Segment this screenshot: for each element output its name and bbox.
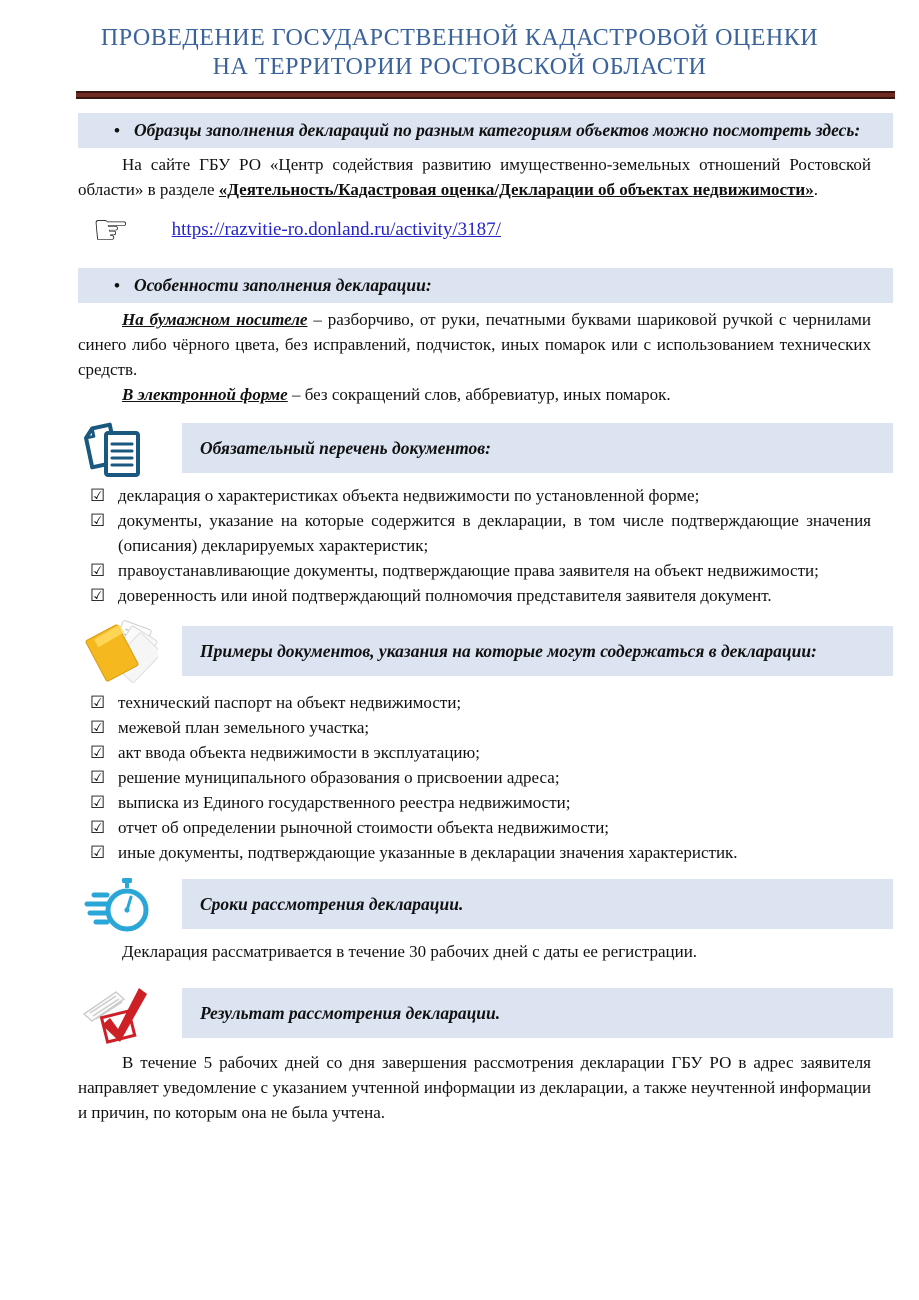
- section-samples: [78, 113, 893, 252]
- samples-heading-banner: [78, 113, 893, 148]
- checklist-item: [90, 815, 871, 840]
- checklist-item-text: правоустанавливающие документы, подтверждающие права заявителя на объект недвижимости;: [118, 561, 819, 580]
- checkbox-checked-icon: ☑: [90, 843, 106, 863]
- review-result-heading: Результат рассмотрения декларации.: [200, 1002, 501, 1023]
- checklist-item-text: акт ввода объекта недвижимости в эксплуатацию;: [118, 743, 480, 762]
- review-result-text: В течение 5 рабочих дней со дня завершения рассмотрения декларации ГБУ РО в адрес заявителя направляет уведомление с указанием учтенной информации из декларации, а также неучтенной информации и причин, по которым она не была учтена.: [78, 1053, 871, 1122]
- section-doc-examples: [78, 616, 893, 865]
- samples-text-prefix: На сайте ГБУ РО «Центр содействия развитию имущественно-земельных отношений Ростовской области» в разделе: [78, 155, 871, 199]
- checklist-item-text: документы, указание на которые содержится в декларации, в том числе подтверждающие значения (описания) декларируемых характеристик;: [118, 511, 871, 555]
- samples-paragraph: [78, 152, 871, 202]
- checklist-item-text: межевой план земельного участка;: [118, 718, 370, 737]
- paper-form-lead: На бумажном носителе: [122, 310, 308, 329]
- checklist-item-text: иные документы, подтверждающие указанные в декларации значения характеристик.: [118, 843, 738, 862]
- checkbox-checked-icon: ☑: [90, 486, 106, 506]
- checkbox-checked-icon: ☑: [90, 743, 106, 763]
- features-heading: Особенности заполнения декларации:: [133, 275, 432, 295]
- review-terms-header: [78, 873, 893, 935]
- site-section-path: «Деятельность/Кадастровая оценка/Декларации об объектах недвижимости»: [218, 180, 814, 199]
- mandatory-docs-header: [78, 417, 893, 479]
- checklist-item: [90, 840, 871, 865]
- checklist-item: [90, 508, 871, 558]
- review-result-header: [78, 980, 893, 1046]
- checkbox-checked-icon: ☑: [90, 793, 106, 813]
- checkbox-checked-icon: ☑: [90, 818, 106, 838]
- review-result-banner: [182, 988, 893, 1038]
- checkbox-checked-icon: ☑: [90, 718, 106, 738]
- doc-examples-header: [78, 616, 893, 686]
- checkbox-checked-icon: ☑: [90, 511, 106, 531]
- section-review-result: [78, 980, 893, 1125]
- checklist-item-text: доверенность или иной подтверждающий полномочия представителя заявителя документ.: [118, 586, 772, 605]
- checklist-item: [90, 790, 871, 815]
- mandatory-docs-heading: Обязательный перечень документов:: [200, 437, 491, 458]
- documents-icon: [78, 417, 182, 479]
- checklist-item: [90, 765, 871, 790]
- folder-icon: [78, 616, 182, 686]
- section-features: [78, 268, 893, 407]
- section-mandatory-docs: [78, 417, 893, 608]
- checklist-item: [90, 558, 871, 583]
- doc-examples-banner: [182, 626, 893, 676]
- checklist-item: [90, 715, 871, 740]
- doc-examples-heading: Примеры документов, указания на которые могут содержаться в декларации:: [200, 640, 817, 661]
- link-row: [92, 205, 893, 254]
- electronic-form-paragraph: [78, 382, 871, 407]
- electronic-form-text: – без сокращений слов, аббревиатур, иных помарок.: [287, 385, 671, 404]
- review-terms-banner: [182, 879, 893, 929]
- checkbox-checked-icon: ☑: [90, 561, 106, 581]
- bullet-marker: •: [114, 121, 120, 140]
- bullet-marker: •: [114, 276, 120, 295]
- features-heading-banner: [78, 268, 893, 303]
- page-title: ПРОВЕДЕНИЕ ГОСУДАРСТВЕННОЙ КАДАСТРОВОЙ ОЦЕНКИ НА ТЕРРИТОРИИ РОСТОВСКОЙ ОБЛАСТИ: [100, 25, 819, 80]
- samples-heading: Образцы заполнения деклараций по разным категориям объектов можно посмотреть здесь:: [133, 120, 861, 140]
- checklist-item-text: декларация о характеристиках объекта недвижимости по установленной форме;: [118, 486, 700, 505]
- pointing-hand-icon: ☞: [92, 205, 130, 254]
- declaration-samples-link[interactable]: https://razvitie-ro.donland.ru/activity/3187/: [171, 219, 501, 240]
- review-terms-text: Декларация рассматривается в течение 30 рабочих дней с даты ее регистрации.: [122, 942, 698, 961]
- stopwatch-icon: [78, 873, 182, 935]
- checklist-item: [90, 583, 871, 608]
- mandatory-docs-banner: [182, 423, 893, 473]
- paper-form-text: – разборчиво, от руки, печатными буквами шариковой ручкой с чернилами синего либо чёрного цвета, без исправлений, подчисток, иных помарок или с использованием технических средств.: [78, 310, 871, 379]
- checklist-item-text: выписка из Единого государственного реестра недвижимости;: [118, 793, 571, 812]
- doc-examples-list: [90, 690, 871, 865]
- checkbox-checked-icon: ☑: [90, 693, 106, 713]
- paper-form-paragraph: [78, 307, 871, 382]
- checklist-item-text: отчет об определении рыночной стоимости объекта недвижимости;: [118, 818, 610, 837]
- electronic-form-lead: В электронной форме: [122, 385, 288, 404]
- checklist-item: [90, 740, 871, 765]
- checkmark-icon: [78, 980, 182, 1046]
- samples-text-suffix: .: [813, 180, 818, 199]
- checkbox-checked-icon: ☑: [90, 768, 106, 788]
- header-divider: [76, 91, 895, 99]
- checklist-item-text: технический паспорт на объект недвижимости;: [118, 693, 462, 712]
- document-body: [78, 113, 893, 1125]
- mandatory-docs-list: [90, 483, 871, 608]
- checkbox-checked-icon: ☑: [90, 586, 106, 606]
- checklist-item: [90, 690, 871, 715]
- checklist-item-text: решение муниципального образования о присвоении адреса;: [118, 768, 560, 787]
- section-review-terms: [78, 873, 893, 964]
- checklist-item: [90, 483, 871, 508]
- review-terms-heading: Сроки рассмотрения декларации.: [200, 893, 464, 914]
